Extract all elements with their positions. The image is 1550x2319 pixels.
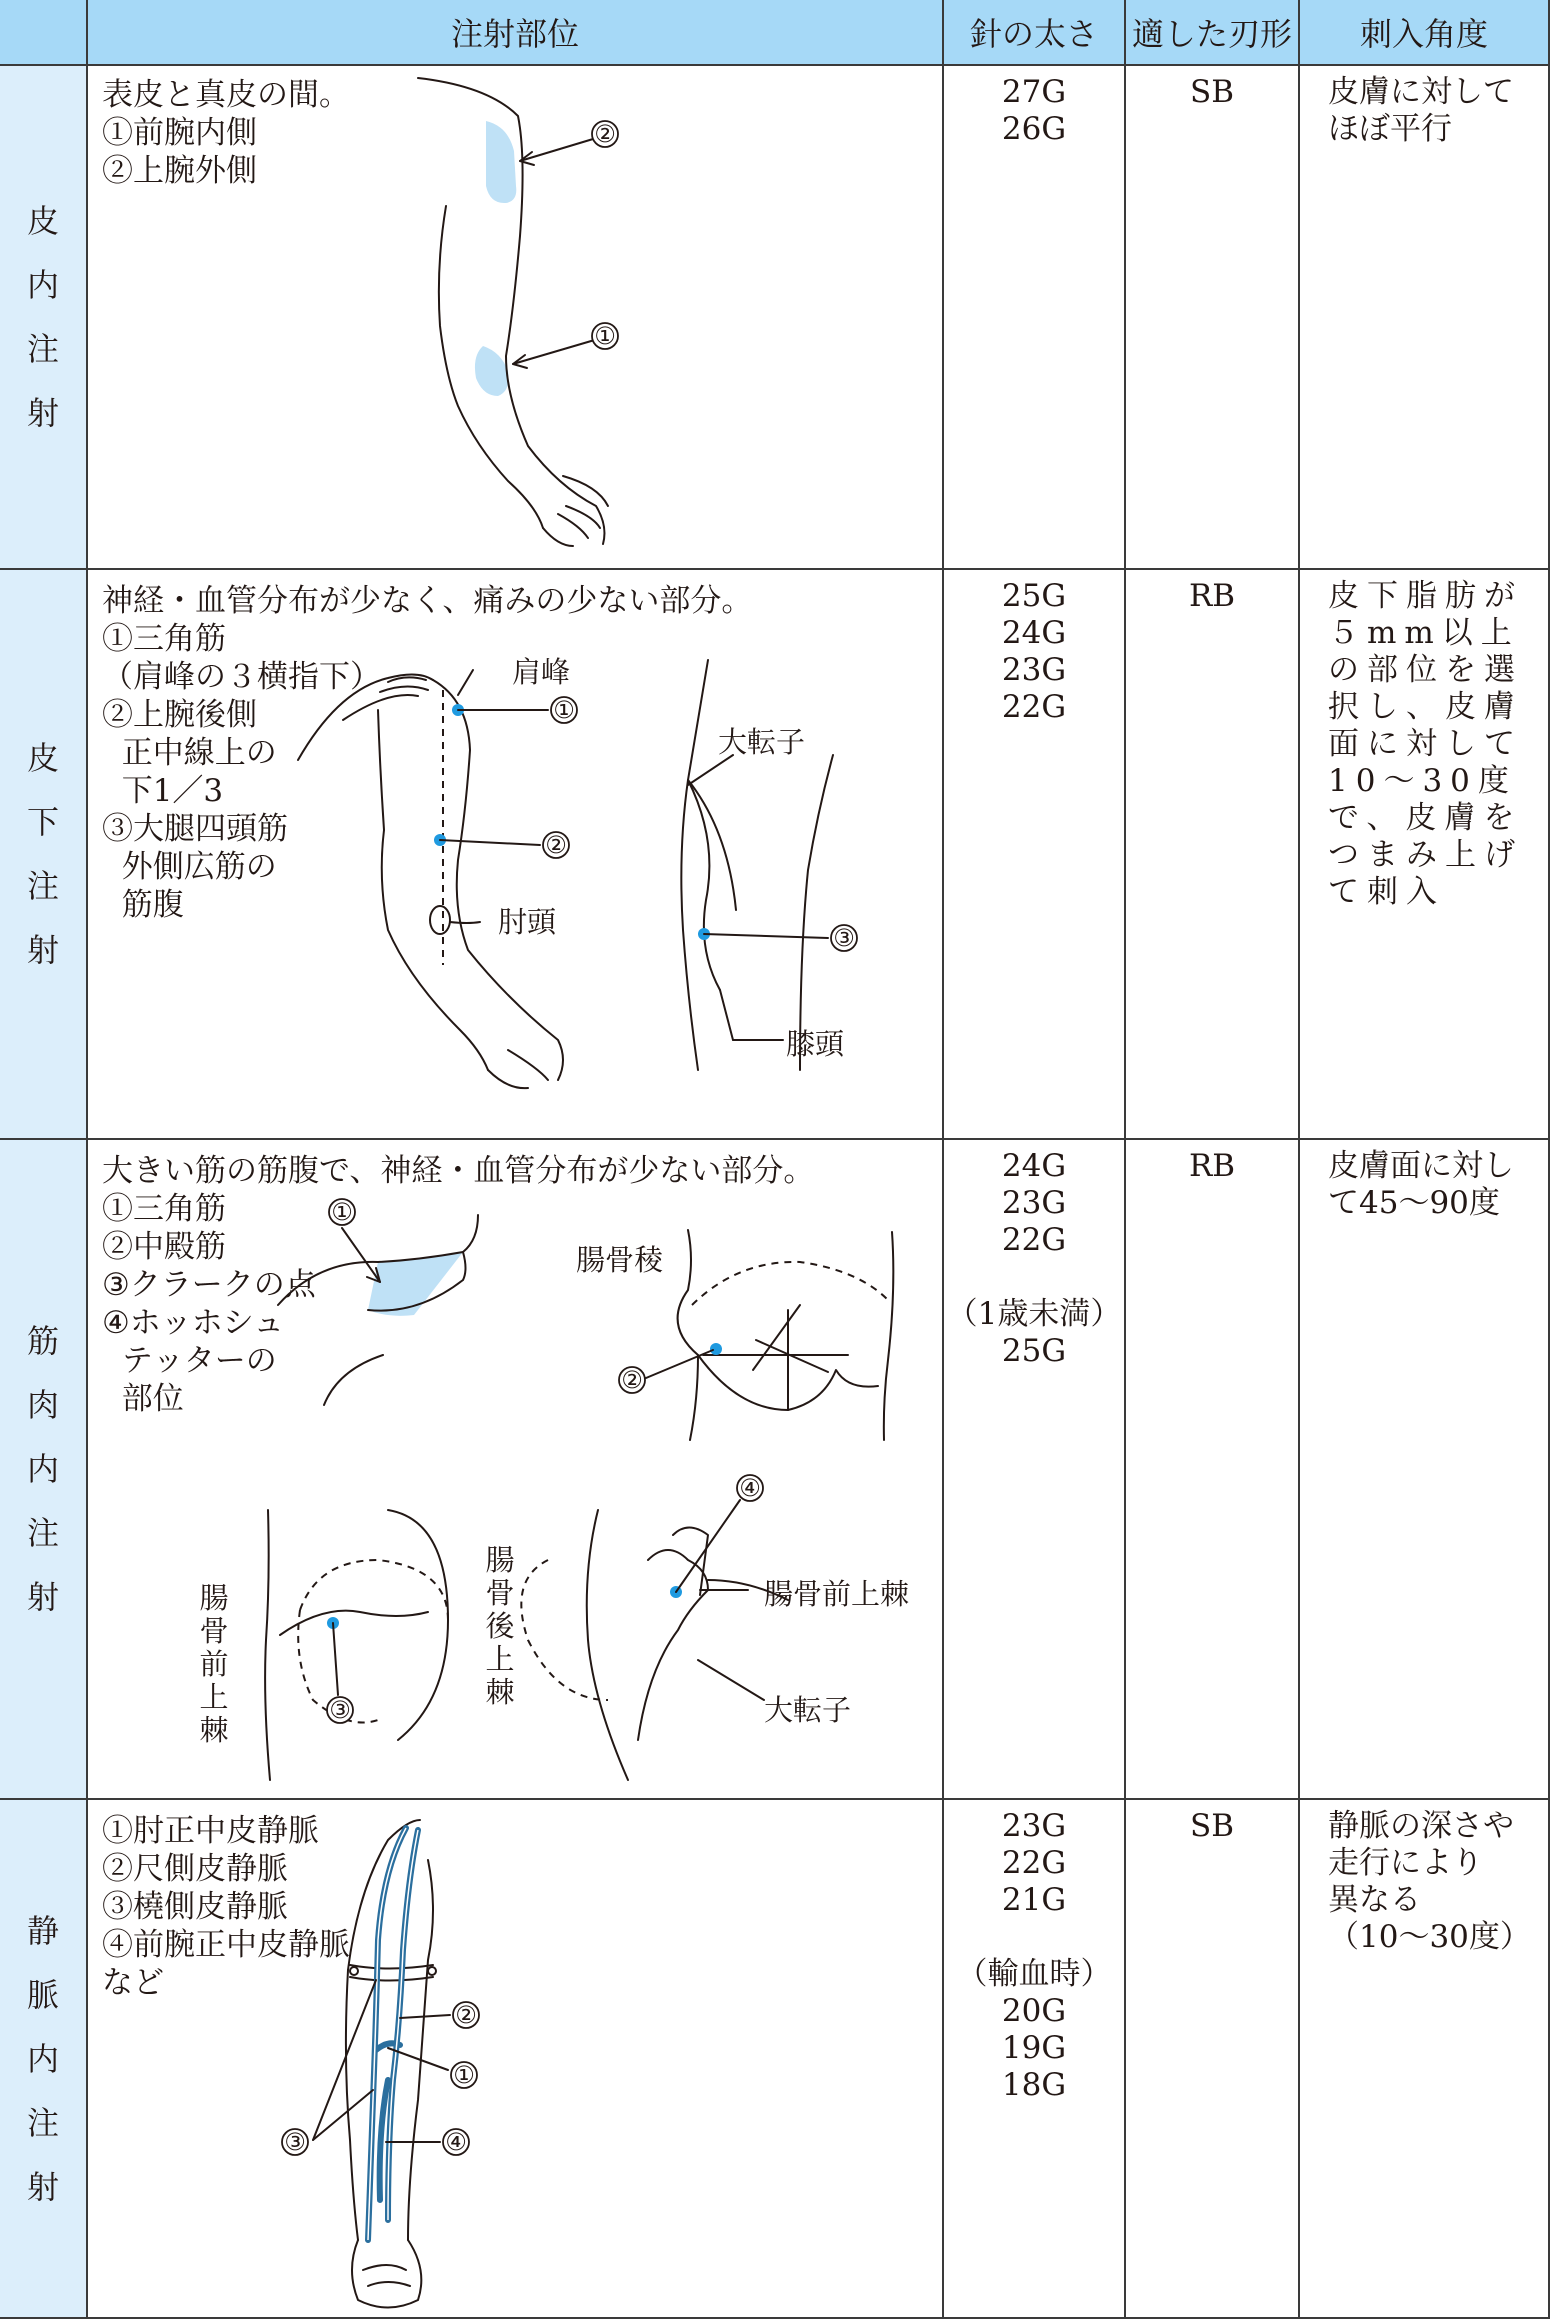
label-olecranon: 肘頭 [498, 905, 557, 939]
category-intramuscular [0, 1140, 88, 1800]
gauge-values: 25G 24G 23G 22G [1001, 578, 1067, 725]
header-blade: 適した刃形 [1126, 0, 1300, 66]
blade-cell-intravenous [1126, 1800, 1300, 2319]
category-label: 筋肉内注射 [26, 1322, 59, 1616]
angle-value: 皮下脂肪が５mm以上の部位を選択し、皮膚面に対して10〜30度で、皮膚をつまみ上げて刺入 [1328, 578, 1523, 910]
site-cell-intramuscular [88, 1140, 944, 1800]
marker-1: ① [553, 696, 575, 724]
label-asis-vertical: 腸骨前上棘 [199, 1581, 229, 1747]
category-intradermal [0, 66, 88, 570]
category-label: 静脈内注射 [26, 1911, 59, 2206]
site-description: 大きい筋の筋腹で、神経・血管分布が少ない部分。 ①三角筋 ②中殿筋 ③クラークの点 ④ホッホシュ テッターの 部位 [102, 1153, 815, 1417]
header-gauge: 針の太さ [944, 0, 1126, 66]
gauge-cell-intravenous [944, 1800, 1126, 2319]
arm-outer-illustration [88, 66, 944, 570]
marker-4: ④ [445, 2128, 467, 2156]
header-angle: 刺入角度 [1300, 0, 1550, 66]
site-description: 表皮と真皮の間。 ①前腕内側 ②上腕外側 [102, 77, 350, 189]
marker-1: ① [453, 2061, 475, 2089]
blade-value: SB [1189, 74, 1235, 110]
header-corner [0, 0, 88, 66]
angle-cell-subcutaneous [1300, 570, 1550, 1140]
label-iliac-crest: 腸骨稜 [576, 1243, 664, 1277]
angle-cell-intravenous [1300, 1800, 1550, 2319]
angle-value: 皮膚に対して ほぼ平行 [1328, 74, 1514, 147]
site-description: ①肘正中皮静脈 ②尺側皮静脈 ③橈側皮静脈 ④前腕正中皮静脈 など [102, 1813, 350, 2001]
gauge-values: 24G 23G 22G （1歳未満） 25G [946, 1148, 1122, 1369]
marker-2: ② [455, 2001, 477, 2029]
marker-4: ④ [739, 1474, 761, 1502]
angle-value: 静脈の深さや 走行により 異なる （10〜30度） [1328, 1808, 1531, 1955]
category-intravenous [0, 1800, 88, 2319]
marker-2: ② [545, 831, 567, 859]
label-greater-trochanter: 大転子 [764, 1693, 852, 1727]
angle-value: 皮膚面に対し て45〜90度 [1328, 1148, 1514, 1221]
category-subcutaneous [0, 570, 88, 1140]
site-cell-subcutaneous [88, 570, 944, 1140]
blade-cell-subcutaneous [1126, 570, 1300, 1140]
marker-2: ② [594, 120, 616, 148]
marker-3: ③ [284, 2128, 306, 2156]
marker-1: ① [594, 322, 616, 350]
blade-cell-intradermal [1126, 66, 1300, 570]
marker-1: ① [331, 1198, 353, 1226]
site-description: 神経・血管分布が少なく、痛みの少ない部分。 ①三角筋 （肩峰の３横指下） ②上腕後側 正中線上の 下1／3 ③大腿四頭筋 外側広筋の 筋腹 [102, 583, 753, 923]
header-site: 注射部位 [88, 0, 944, 66]
angle-cell-intradermal [1300, 66, 1550, 570]
marker-3: ③ [329, 1696, 351, 1724]
gauge-cell-intramuscular [944, 1140, 1126, 1800]
gauge-values: 23G 22G 21G （輸血時） 20G 19G 18G [956, 1808, 1112, 2103]
label-asis: 腸骨前上棘 [764, 1577, 910, 1611]
label-acromion: 肩峰 [512, 655, 571, 689]
marker-2: ② [621, 1366, 643, 1394]
gauge-cell-subcutaneous [944, 570, 1126, 1140]
gauge-values: 27G 26G [1001, 74, 1067, 147]
blade-value: RB [1188, 578, 1236, 614]
label-patella: 膝頭 [786, 1027, 845, 1061]
forearm-veins-illustration [88, 1800, 944, 2319]
category-label: 皮下注射 [26, 739, 59, 969]
blade-cell-intramuscular [1126, 1140, 1300, 1800]
site-cell-intravenous [88, 1800, 944, 2319]
blade-value: RB [1188, 1148, 1236, 1184]
label-greater-trochanter: 大転子 [718, 725, 806, 759]
marker-3: ③ [833, 924, 855, 952]
label-psis-vertical: 腸骨後上棘 [485, 1543, 515, 1709]
category-label: 皮内注射 [26, 202, 59, 432]
blade-value: SB [1189, 1808, 1235, 1844]
site-cell-intradermal [88, 66, 944, 570]
gauge-cell-intradermal [944, 66, 1126, 570]
angle-cell-intramuscular [1300, 1140, 1550, 1800]
